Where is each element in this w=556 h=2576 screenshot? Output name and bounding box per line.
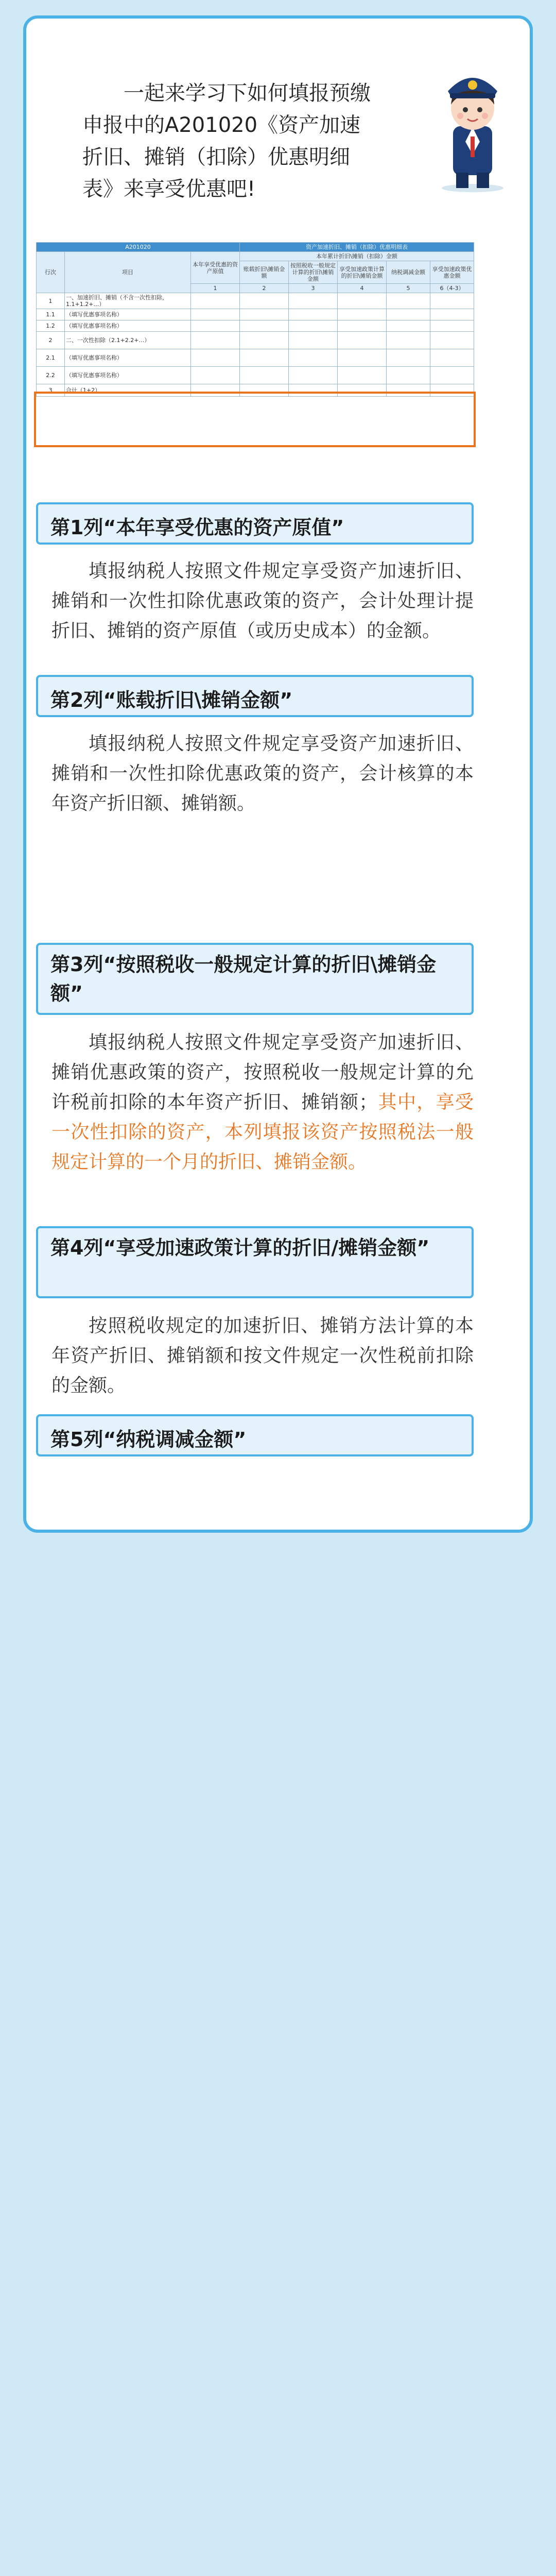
form-code: A201020 — [37, 243, 240, 252]
col-no: 3 — [289, 284, 338, 293]
section-text-col4: 按照税收规定的加速折旧、摊销方法计算的本年资产折旧、摊销额和按文件规定一次性税前扣除的金额。 — [51, 1315, 474, 1396]
row-item: （填写优惠事项名称） — [65, 320, 191, 332]
section-title-col3: 第3列“按照税收一般规定计算的折旧\摊销金额” — [36, 943, 474, 1015]
col-no: 5 — [387, 284, 430, 293]
header-group: 本年累计折旧\摊销（扣除）金额 — [240, 252, 474, 261]
row-no: 1.2 — [37, 320, 65, 332]
row-item: 合计（1+2） — [65, 384, 191, 397]
col-no: 6（4-3） — [430, 284, 474, 293]
form-a201020-blank — [36, 242, 474, 397]
row-no: 1 — [37, 293, 65, 309]
section-title-col4: 第4列“享受加速政策计算的折旧/摊销金额” — [36, 1226, 474, 1298]
section-text-col3-highlight: 其中，享受一次性扣除的资产，本列填报该资产按照税法一般规定计算的一个月的折旧、摊销金额。 — [51, 1092, 474, 1173]
header-general: 按照税收一般规定计算的折旧\摊销金额 — [289, 261, 338, 284]
highlight-box — [34, 392, 476, 447]
header-row-no: 行次 — [37, 252, 65, 293]
section-title-col5: 第5列“纳税调减金额” — [36, 1414, 474, 1456]
section-text-col2: 填报纳税人按照文件规定享受资产加速折旧、摊销和一次性扣除优惠政策的资产，会计核算的本年资产折旧额、摊销额。 — [51, 733, 474, 814]
section-title-col2: 第2列“账载折旧\摊销金额” — [36, 675, 474, 717]
header-item: 项目 — [65, 252, 191, 293]
row-no: 2.1 — [37, 349, 65, 367]
row-item: 一、加速折旧、摊销（不含一次性扣除，1.1+1.2+…） — [65, 293, 191, 309]
row-item: （填写优惠事项名称） — [65, 367, 191, 384]
section-title-col1: 第1列“本年享受优惠的资产原值” — [36, 502, 474, 545]
section-text-col3 — [51, 1028, 474, 1177]
row-item: 二、一次性扣除（2.1+2.2+…） — [65, 332, 191, 349]
tax-officer-mascot-icon — [427, 64, 517, 193]
row-no: 2 — [37, 332, 65, 349]
intro-text: 一起来学习下如何填报预缴申报中的A201020《资产加速折旧、摊销（扣除）优惠明细表》来享受优惠吧! — [82, 81, 371, 201]
header-deduction: 纳税调减金额 — [387, 261, 430, 284]
row-no: 3 — [37, 384, 65, 397]
row-no: 2.2 — [37, 367, 65, 384]
header-accelerated: 享受加速政策计算的折旧\摊销金额 — [338, 261, 387, 284]
section-text-col3-main: 填报纳税人按照文件规定享受资产加速折旧、摊销优惠政策的资产，按照税收一般规定计算的允许税前扣除的本年资产折旧、摊销额； — [51, 1032, 474, 1113]
row-item: （填写优惠事项名称） — [65, 309, 191, 320]
form-title: 资产加速折旧、摊销（扣除）优惠明细表 — [240, 243, 474, 252]
col-no: 2 — [240, 284, 289, 293]
row-no: 1.1 — [37, 309, 65, 320]
header-book: 账载折旧\摊销金额 — [240, 261, 289, 284]
col-no: 1 — [191, 284, 240, 293]
header-asset-value: 本年享受优惠的资产原值 — [191, 252, 240, 284]
header-benefit: 享受加速政策优惠金额 — [430, 261, 474, 284]
col-no: 4 — [338, 284, 387, 293]
row-item: （填写优惠事项名称） — [65, 349, 191, 367]
section-text-col1: 填报纳税人按照文件规定享受资产加速折旧、摊销和一次性扣除优惠政策的资产，会计处理计提折旧、摊销的资产原值（或历史成本）的金额。 — [51, 561, 474, 641]
